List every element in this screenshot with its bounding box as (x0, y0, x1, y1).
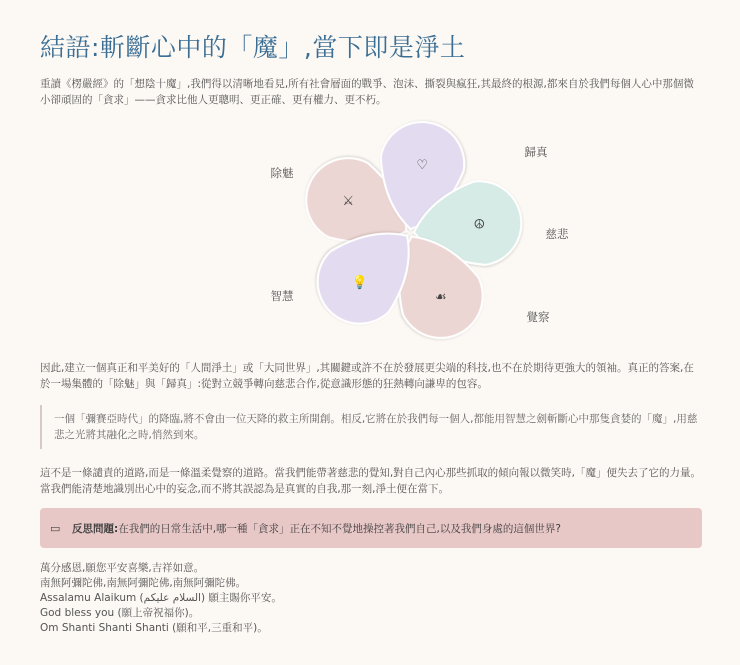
page-title: 結語:斬斷心中的「魔」,當下即是淨土 (40, 33, 466, 62)
reflection-text: 在我們的日常生活中,哪一種「貪求」正在不知不覺地操控著我們自己,以及我們身處的這個世界? (118, 522, 561, 535)
comment-icon: ▭ (50, 521, 61, 535)
crossed-swords-icon: ⚔ (342, 194, 355, 210)
petal-label-3: 覺察 (526, 310, 550, 324)
blockquote: 一個「彌賽亞時代」的降臨,將不會由一位天降的救主所開創。相反,它將在於我們每一個人,都能用智慧之劍斬斷心中那隻貪婪的「魔」,用慈悲之光將其融化之時,悄然到來。 (40, 405, 702, 449)
closing-line: God bless you (願上帝祝福你)。 (40, 607, 200, 619)
peace-icon: ☮ (473, 217, 486, 233)
dragon-icon: ☙ (434, 289, 447, 305)
reflection-heading: 反思問題: (72, 522, 119, 535)
reflection-box (40, 508, 702, 548)
paragraph-2: 因此,建立一個真正和平美好的「人間淨土」或「大同世界」,其關鍵或許不在於發展更尖端的科技,也不在於期待更強大的領袖。真正的答案,在於一場集體的「除魅」與「歸真」:從對立競爭轉向慈悲合作,從意識形態的狂熱轉向謙卑的包容。 (40, 362, 694, 390)
closing-blessings (40, 561, 702, 636)
petal-label-4: 智慧 (270, 289, 294, 303)
closing-line: 南無阿彌陀佛,南無阿彌陀佛,南無阿彌陀佛。 (40, 577, 247, 589)
intro-paragraph: 重讀《楞嚴經》的「想陰十魔」,我們得以清晰地看見,所有社會層面的戰爭、泡沫、撕裂與瘋狂,其最終的根源,都來自於我們每個人心中那個微小卻頑固的「貪求」——貪求比他人更聰明、更正確、更有權力、更不朽。 (40, 78, 694, 106)
lightbulb-icon: 💡 (351, 275, 368, 291)
petal-label-0: 除魅 (270, 166, 294, 180)
paragraph-3: 這不是一條譴責的道路,而是一條溫柔覺察的道路。當我們能帶著慈悲的覺知,對自己內心那些抓取的傾向報以微笑時,「魔」便失去了它的力量。當我們能清楚地識別出心中的妄念,而不將其誤認為是真實的自我,那一刻,淨土便在當下。 (40, 467, 702, 495)
petal-svg (210, 118, 569, 343)
heart-icon: ♡ (416, 158, 428, 174)
petal-label-1: 歸真 (524, 145, 548, 159)
five-petal-diagram (210, 118, 569, 343)
petal-label-2: 慈悲 (545, 227, 569, 241)
closing-line: 萬分感恩,願您平安喜樂,吉祥如意。 (40, 562, 205, 574)
closing-line: Om Shanti Shanti Shanti (願和平,三重和平)。 (40, 622, 268, 634)
closing-line: Assalamu Alaikum (السلام عليكم) 願主賜你平安。 (40, 592, 282, 604)
